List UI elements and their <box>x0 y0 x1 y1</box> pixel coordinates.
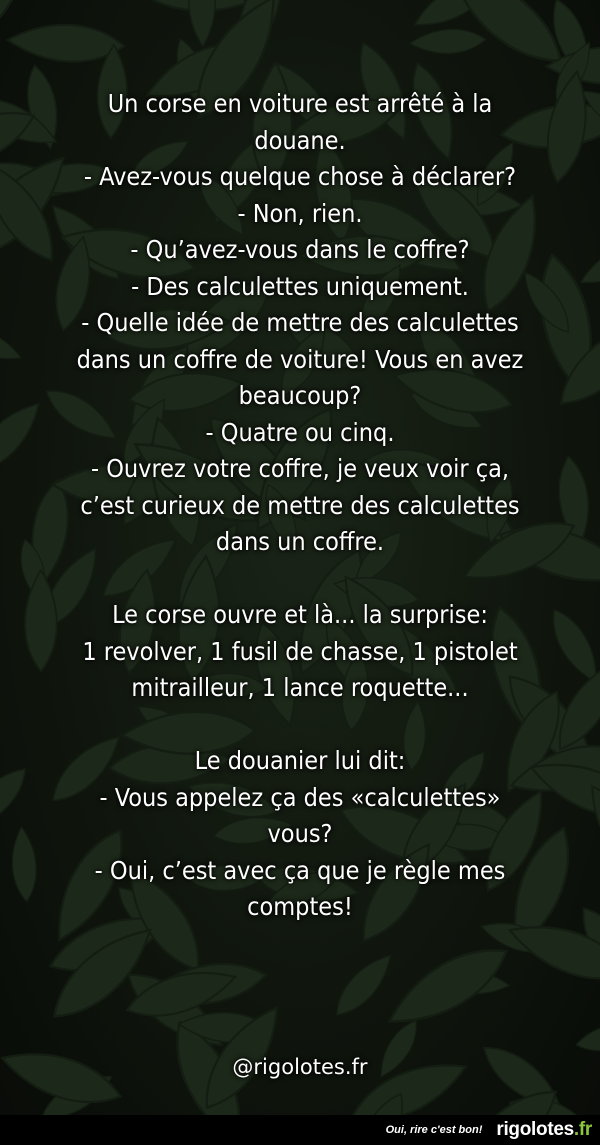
leaf-shape <box>581 1098 600 1115</box>
leaf-shape <box>188 0 216 47</box>
social-handle: @rigolotes.fr <box>232 1055 368 1079</box>
leaf-shape <box>0 321 25 367</box>
joke-line: - Des calculettes uniquement. <box>131 271 469 301</box>
footer-bar <box>0 1115 600 1145</box>
joke-line: dans un coffre de voiture! Vous en avez <box>76 344 524 374</box>
leaf-shape <box>574 1017 600 1057</box>
joke-line: beaucoup? <box>238 381 362 410</box>
leaf-shape <box>575 235 600 293</box>
joke-line: c’est curieux de mettre des calculettes <box>80 490 520 520</box>
footer-tagline: Oui, rire c'est bon! <box>385 1124 483 1136</box>
brand-name: rigolotes <box>496 1119 574 1140</box>
joke-line: vous? <box>267 819 333 848</box>
leaf-shape <box>0 760 35 839</box>
joke-line: - Ouvrez votre coffre, je veux voir ça, <box>90 454 510 483</box>
leaf-shape <box>327 947 399 1024</box>
brand-logo[interactable] <box>496 1119 592 1141</box>
joke-line: Un corse en voiture est arrêté à la <box>107 89 493 118</box>
leaf-shape <box>0 885 1 964</box>
joke-line: - Non, rien. <box>237 198 363 228</box>
joke-line: - Oui, c’est avec ça que je règle mes <box>94 855 506 885</box>
joke-line: Le corse ouvre et là... la surprise: <box>112 600 488 629</box>
joke-line: comptes! <box>247 892 353 921</box>
leaf-shape <box>10 826 39 902</box>
joke-line: 1 revolver, 1 fusil de chasse, 1 pistolet <box>82 636 518 666</box>
paragraph-gap <box>40 707 560 744</box>
joke-line: - Vous appelez ça des «calculettes» <box>99 782 501 812</box>
joke-text <box>40 86 560 926</box>
joke-line: - Qu’avez-vous dans le coffre? <box>130 235 470 264</box>
brand-tld: .fr <box>573 1119 592 1140</box>
leaf-shape <box>119 0 251 22</box>
leaf-shape <box>589 180 600 322</box>
leaf-shape <box>409 28 486 56</box>
joke-line: douane. <box>254 125 346 155</box>
joke-line: - Avez-vous quelque chose à déclarer? <box>83 162 517 191</box>
joke-line: mitrailleur, 1 lance roquette... <box>131 673 469 702</box>
joke-line: Le douanier lui dit: <box>194 746 406 775</box>
paragraph-gap <box>40 561 560 598</box>
joke-line: - Quatre ou cinq. <box>205 417 395 447</box>
leaf-shape <box>589 466 600 552</box>
joke-line: dans un coffre. <box>215 527 385 556</box>
joke-line: - Quelle idée de mettre des calculettes <box>81 308 519 337</box>
